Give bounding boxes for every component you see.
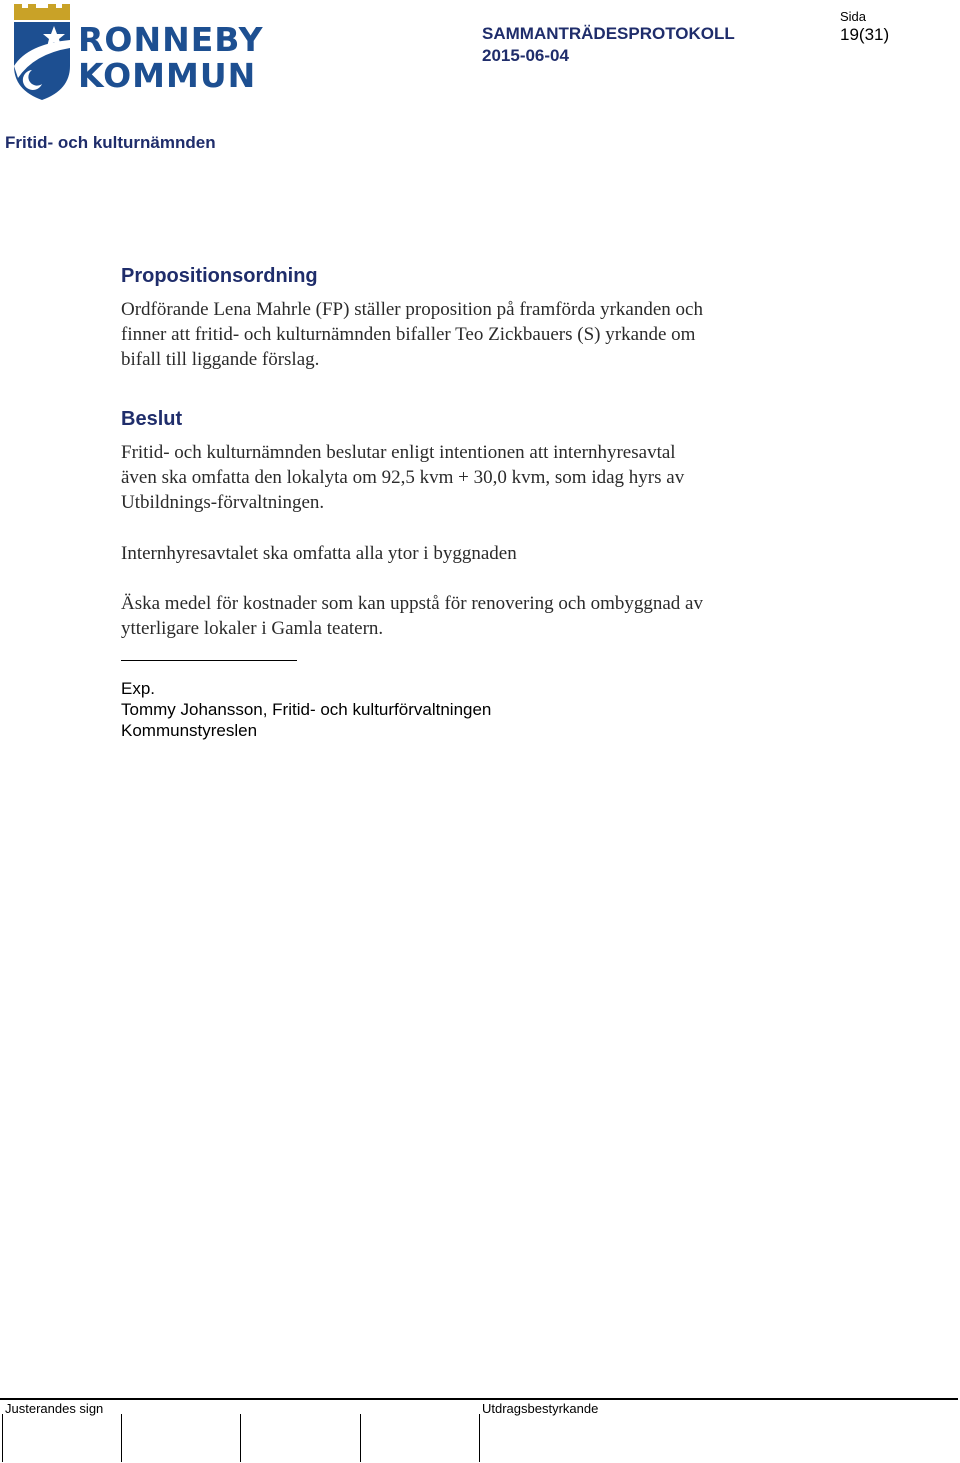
text-line: Fritid- och kulturnämnden beslutar enligt intentionen att internhyresavtal — [121, 442, 676, 463]
text-line: även ska omfatta den lokalyta om 92,5 kvm + 30,0 kvm, som idag hyrs av — [121, 467, 685, 488]
signature-divider — [121, 1414, 122, 1462]
document-type: SAMMANTRÄDESPROTOKOLL — [482, 24, 735, 43]
section-body-propositionsordning — [121, 297, 821, 372]
footer-label-signatures: Justerandes sign — [5, 1401, 104, 1416]
distribution-recipient: Tommy Johansson, Fritid- och kulturförvaltningen — [121, 700, 492, 719]
logo-wordmark — [78, 22, 264, 94]
logo-line-2: KOMMUN — [78, 56, 257, 95]
logo-line-1: RONNEBY — [78, 20, 264, 59]
text-line: finner att fritid- och kulturnämnden bifaller Teo Zickbauers (S) yrkande om — [121, 324, 696, 345]
text-line: ytterligare lokaler i Gamla teatern. — [121, 618, 384, 639]
page-label: Sida — [840, 9, 867, 24]
committee-name: Fritid- och kulturnämnden — [5, 133, 216, 152]
decision-paragraph-1 — [121, 440, 821, 515]
distribution-recipient: Kommunstyreslen — [121, 721, 258, 740]
signature-divider — [240, 1414, 241, 1462]
decision-paragraph-2: Internhyresavtalet ska omfatta alla ytor i byggnaden — [121, 543, 517, 564]
coat-of-arms-icon — [10, 4, 74, 102]
section-heading-propositionsordning: Propositionsordning — [121, 265, 318, 287]
separator-rule — [121, 660, 297, 661]
text-line: Utbildnings-förvaltningen. — [121, 492, 325, 513]
footer-rule — [0, 1398, 958, 1400]
text-line: Äska medel för kostnader som kan uppstå för renovering och ombyggnad av — [121, 593, 703, 614]
page-number: 19(31) — [840, 25, 890, 44]
decision-paragraph-3 — [121, 591, 821, 641]
distribution-label: Exp. — [121, 679, 156, 698]
meeting-date: 2015-06-04 — [482, 46, 569, 65]
text-line: Ordförande Lena Mahrle (FP) ställer proposition på framförda yrkanden och — [121, 299, 703, 320]
signature-divider — [360, 1414, 361, 1462]
section-heading-beslut: Beslut — [121, 408, 183, 430]
footer-label-certification: Utdragsbestyrkande — [482, 1401, 599, 1416]
text-line: bifall till liggande förslag. — [121, 349, 320, 370]
signature-divider — [479, 1414, 480, 1462]
signature-divider — [2, 1414, 3, 1462]
